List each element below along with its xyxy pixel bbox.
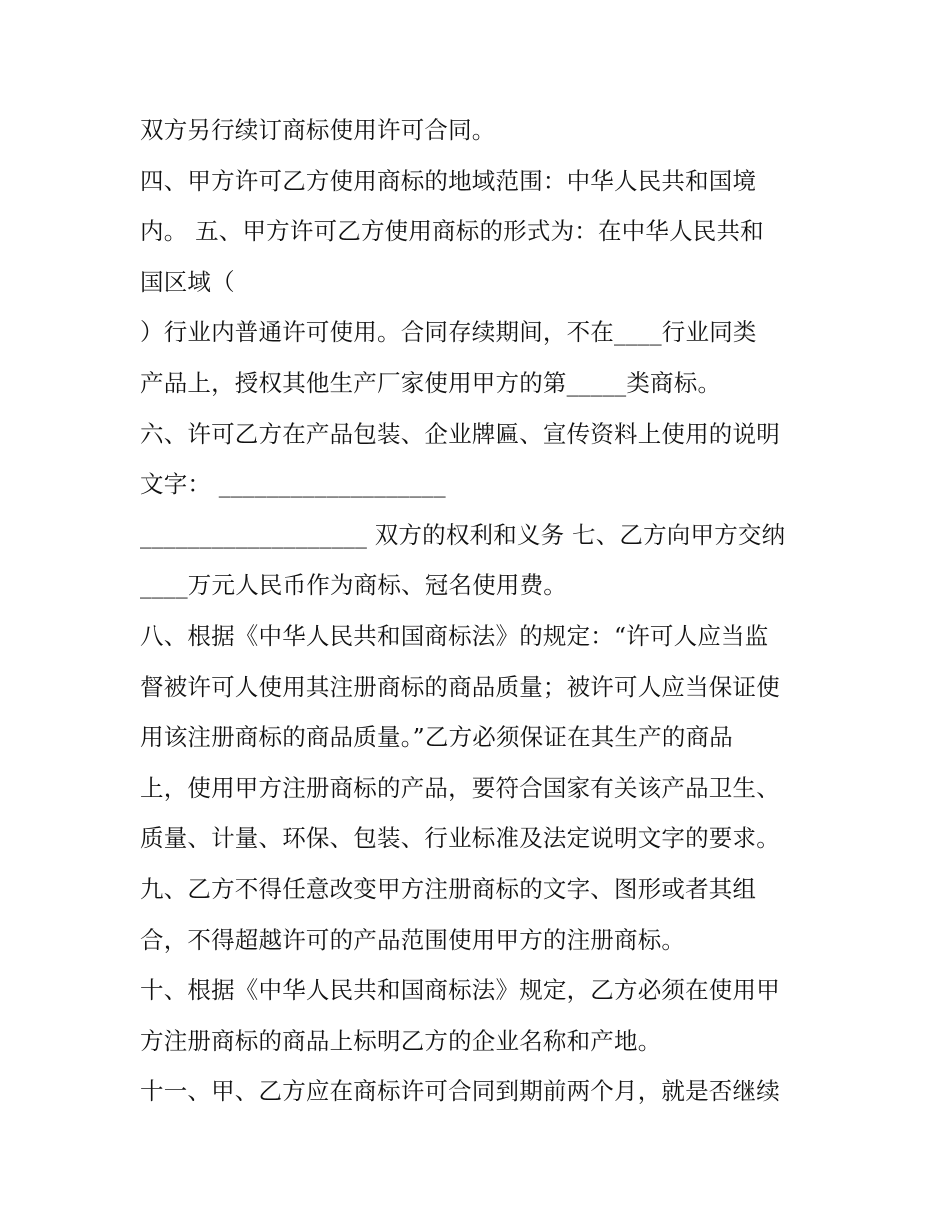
text-line: 质量、计量、环保、包装、行业标准及法定说明文字的要求。 xyxy=(140,824,780,853)
text-line: 上，使用甲方注册商标的产品，要符合国家有关该产品卫生、 xyxy=(140,773,780,802)
text-line: 合，不得超越许可的产品范围使用甲方的注册商标。 xyxy=(140,925,686,954)
text-line: 文字： ___________________ xyxy=(140,470,446,499)
text-line: 双方另行续订商标使用许可合同。 xyxy=(140,116,496,144)
text-line: 十、根据《中华人民共和国商标法》规定，乙方必须在使用甲 xyxy=(140,976,780,1005)
text-line: 督被许可人使用其注册商标的商品质量；被许可人应当保证使 xyxy=(140,672,780,701)
text-line: 内。 五、甲方许可乙方使用商标的形式为：在中华人民共和 xyxy=(140,217,764,246)
text-line: 六、许可乙方在产品包装、企业牌匾、宣传资料上使用的说明 xyxy=(140,419,780,448)
text-line: 产品上，授权其他生产厂家使用甲方的第_____类商标。 xyxy=(140,368,722,397)
text-line: 十一、甲、乙方应在商标许可合同到期前两个月，就是否继续 xyxy=(140,1077,780,1106)
text-line: 四、甲方许可乙方使用商标的地域范围：中华人民共和国境 xyxy=(140,166,757,195)
text-line: 九、乙方不得任意改变甲方注册商标的文字、图形或者其组 xyxy=(140,874,757,903)
text-line: 用该注册商标的商品质量。”乙方必须保证在其生产的商品 xyxy=(140,723,733,752)
text-line: 国区域（ xyxy=(140,267,235,296)
text-line: ____万元人民币作为商标、冠名使用费。 xyxy=(140,571,567,600)
text-line: 八、根据《中华人民共和国商标法》的规定：“许可人应当监 xyxy=(140,621,769,650)
text-line: ）行业内普通许可使用。合同存续期间，不在____行业同类 xyxy=(140,318,757,347)
text-line: ___________________ 双方的权利和义务 七、乙方向甲方交纳 xyxy=(140,520,786,549)
text-line: 方注册商标的商品上标明乙方的企业名称和产地。 xyxy=(140,1026,662,1055)
contract-body xyxy=(140,105,820,1117)
